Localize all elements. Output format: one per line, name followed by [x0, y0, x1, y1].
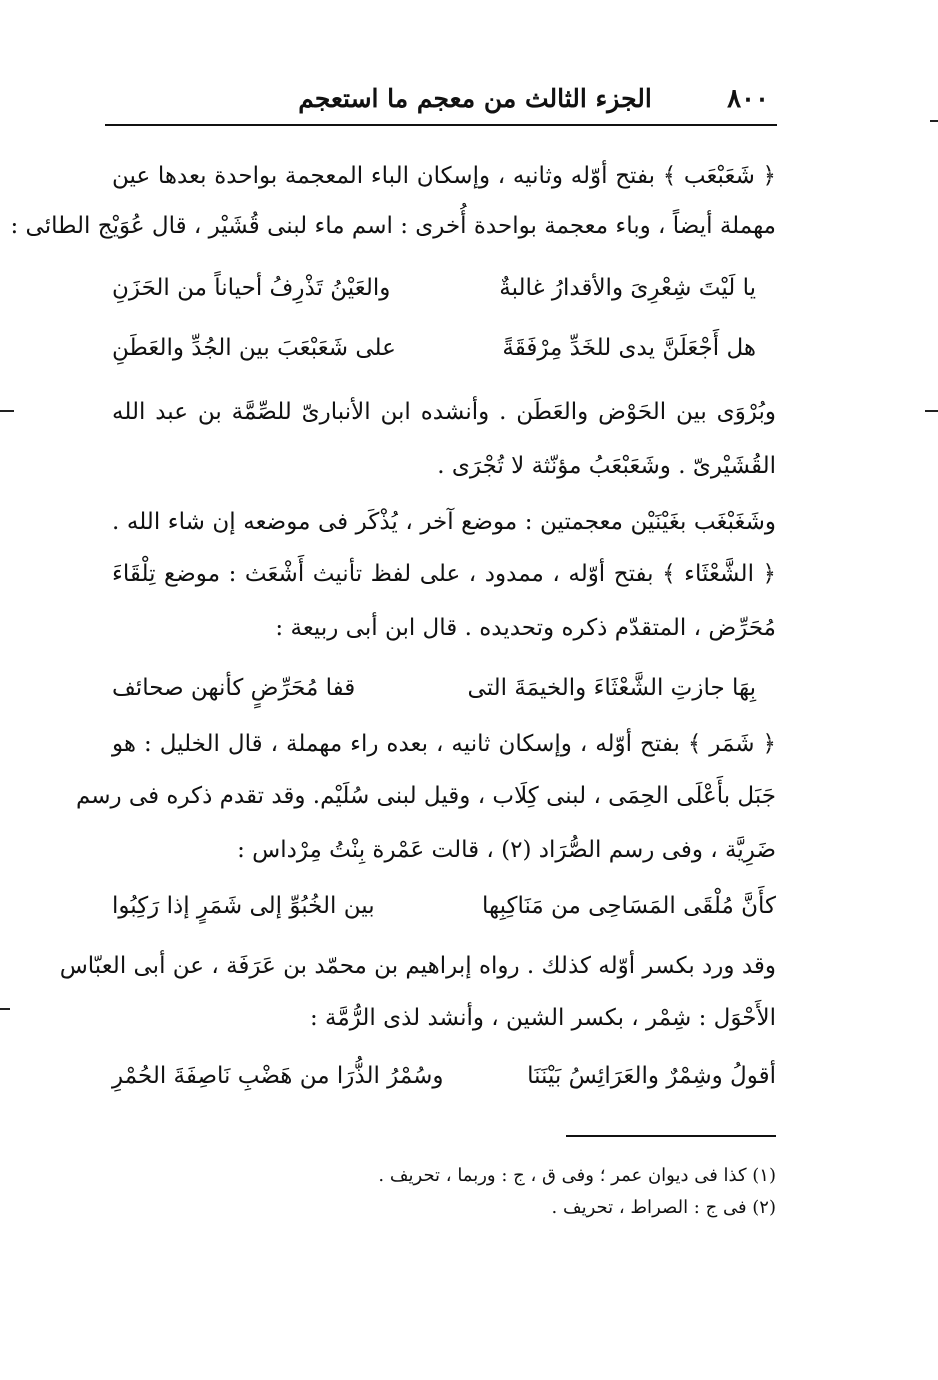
poetry-verse — [112, 1055, 776, 1097]
verse-second-hemistich: بين الخُبُوِّ إلى شَمَرٍ إذا رَكِبُوا — [112, 893, 375, 919]
text-line: ﴿ شَمَر ﴾ بفتح أوّله ، وإسكان ثانيه ، بعده راء مهملة ، قال الخليل : هو — [112, 731, 776, 757]
running-title: الجزء الثالث من معجم ما استعجم — [298, 84, 652, 113]
scan-margin-mark — [930, 120, 938, 122]
poetry-verse — [112, 885, 776, 927]
scan-margin-mark — [925, 410, 938, 412]
text-line: وبُرْوَى بين الحَوْض والعَطَن . وأنشده ابن الأنبارىّ للصِّمَّة بن عبد الله — [112, 399, 776, 425]
verse-first-hemistich: بِهَا جازتِ الشَّعْثَاءَ والخيمَةَ التى — [467, 675, 756, 701]
scan-margin-mark — [0, 1008, 10, 1010]
page-number: ٨٠٠ — [727, 84, 769, 114]
text-line: الأَحْوَل : شِمْر ، بكسر الشين ، وأنشد لذى الرُّمَّة : — [309, 1005, 776, 1031]
text-line: وشَغَبْغَب بغَيْنَيْن معجمتين : موضع آخر ، يُذْكَر فى موضعه إن شاء الله . — [112, 509, 776, 535]
text-line: ضَرِيَّة ، وفى رسم الصُّرَاد (٢) ، قالت عَمْرة بِنْتُ مِرْداس : — [237, 837, 776, 863]
footnote-separator — [566, 1135, 776, 1137]
verse-second-hemistich: وسُمْرُ الذُّرَا من هَضْبِ نَاصِفَةَ الحُمْرِ — [112, 1063, 444, 1089]
verse-first-hemistich: يا لَيْتَ شِعْرِىَ والأقدارُ غالبةٌ — [499, 275, 756, 301]
verse-second-hemistich: قفا مُحَرِّضٍ كأنهن صحائف — [112, 675, 356, 701]
page-header — [105, 78, 775, 118]
text-line: مهملة أيضاً ، وباء معجمة بواحدة أُخرى : اسم ماء لبنى قُشَيْر ، قال عُوَيْج الطائى : — [10, 213, 776, 239]
text-line: وقد ورد بكسر أوّله كذلك . رواه إبراهيم بن محمّد بن عَرَفَة ، عن أبى العبّاس — [59, 953, 776, 979]
header-rule — [105, 124, 777, 126]
poetry-verse — [112, 267, 776, 309]
scan-margin-mark — [0, 410, 14, 412]
poetry-verse — [112, 667, 776, 709]
text-line: ﴿ الشَّعْثَاء ﴾ بفتح أوّله ، ممدود ، على لفظ تأنيث أَشْعَث : موضع تِلْقَاءَ — [112, 561, 776, 587]
verse-first-hemistich: كأَنَّ مُلْقَى المَسَاحِى من مَنَاكِبِها — [481, 893, 776, 919]
verse-second-hemistich: والعَيْنُ تَذْرِفُ أحياناً من الحَزَنِ — [112, 275, 391, 301]
footnote: (١) كذا فى ديوان عمر ؛ وفى ق ، ج : وربما ، تحريف . — [378, 1165, 776, 1186]
verse-second-hemistich: على شَعَبْعَبَ بين الجُدِّ والعَطَنِ — [112, 335, 396, 361]
text-line: مُحَرِّض ، المتقدّم ذكره وتحديده . قال ابن أبى ربيعة : — [275, 615, 776, 641]
text-line: جَبَل بأَعْلَى الحِمَى ، لبنى كِلَاب ، وقيل لبنى سُلَيْم. وقد تقدم ذكره فى رسم — [75, 783, 776, 809]
text-line: ﴿ شَعَبْعَب ﴾ بفتح أوّله وثانيه ، وإسكان الباء المعجمة بواحدة بعدها عين — [112, 163, 776, 189]
footnote: (٢) فى ج : الصراط ، تحريف . — [551, 1197, 776, 1218]
verse-first-hemistich: أقولُ وشِمْرٌ والعَرَائِسُ بَيْنَنَا — [527, 1063, 776, 1089]
verse-first-hemistich: هل أَجْعَلَنَّ يدى للخَدِّ مِرْفَقَةً — [502, 335, 756, 361]
poetry-verse — [112, 327, 776, 369]
footnotes — [300, 1160, 776, 1224]
text-line: القُشَيْرىّ . وشَعَبْعَبُ مؤنّثة لا تُجْرَى . — [437, 453, 776, 479]
